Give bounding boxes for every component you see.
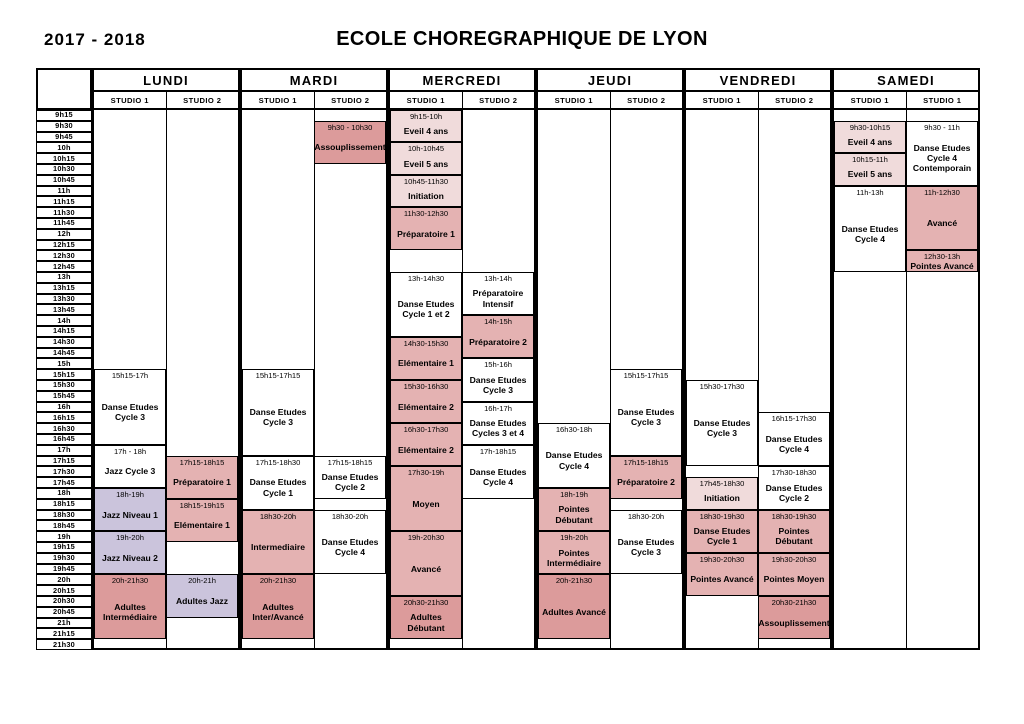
class-time: 10h-10h45 [407,144,445,154]
day-header: SAMEDI [834,70,978,92]
class-block [94,369,166,445]
class-block [538,488,610,531]
time-label: 12h [36,229,92,240]
day-header: MERCREDI [390,70,534,92]
class-block [834,121,906,153]
class-time: 20h-21h [188,576,216,586]
time-label: 15h15 [36,369,92,380]
class-block [390,596,462,639]
studio-header: STUDIO 1 [686,92,759,108]
class-name: Jazz Niveau 1 [102,509,158,520]
class-time: 17h15-18h15 [327,457,373,467]
class-block [314,456,386,499]
class-name: Elémentaire 2 [398,401,454,412]
class-time: 9h30 - 11h [924,122,960,132]
class-name: Jazz Niveau 2 [102,552,158,563]
day-header: VENDREDI [686,70,830,92]
class-name: Eveil 5 ans [403,158,449,169]
class-name: Adultes Intermédiaire [103,601,157,622]
time-column-header [36,68,92,110]
class-time: 11h30-12h30 [403,209,449,219]
class-time: 13h-14h [484,274,512,283]
class-time: 17h30-18h30 [771,468,817,478]
class-name: Adultes Inter/Avancé [252,601,304,622]
studio-header: STUDIO 1 [538,92,611,108]
class-name: Pointes Moyen [763,574,825,585]
class-name: Danse Etudes Cycle 3 [101,401,159,422]
time-label: 12h30 [36,250,92,261]
time-label: 15h [36,358,92,369]
time-label: 21h [36,618,92,629]
studio-column [686,110,759,648]
class-name: Pointes Débutant [555,504,593,525]
class-time: 15h-16h [484,360,512,370]
class-block [390,110,462,142]
studio-header: STUDIO 2 [183,95,222,105]
class-block [834,153,906,185]
class-block [906,121,978,186]
class-time: 19h30-20h30 [771,554,817,564]
studio-column [538,110,611,648]
class-block [758,553,830,596]
time-label: 17h15 [36,456,92,467]
class-block [166,456,238,499]
time-label: 12h45 [36,261,92,272]
time-label: 15h30 [36,380,92,391]
time-label: 16h [36,402,92,413]
studio-column [610,110,682,648]
class-time: 18h15-19h15 [179,500,225,510]
time-label: 15h45 [36,391,92,402]
class-time: 9h30 - 10h30 [327,122,373,132]
time-label: 18h45 [36,520,92,531]
class-time: 18h-19h [116,490,144,499]
time-label: 21h30 [36,639,92,650]
day-grid [242,110,386,648]
time-label: 19h [36,531,92,542]
time-label: 12h15 [36,240,92,251]
class-time: 19h30-20h30 [699,554,745,564]
time-label: 11h45 [36,218,92,229]
class-block [94,531,166,574]
class-time: 18h30-19h30 [771,511,817,521]
class-name: Danse Etudes Cycle 3 [693,418,751,439]
class-time: 9h30-10h15 [849,122,891,132]
class-name: Pointes Débutant [775,526,813,547]
day-grid [686,110,830,648]
class-block [462,272,534,315]
time-label: 11h15 [36,196,92,207]
class-time: 20h-21h30 [555,576,593,586]
time-label: 19h30 [36,553,92,564]
class-block [166,499,238,542]
day-grid [834,110,978,648]
class-block [390,466,462,531]
studio-column [834,110,907,648]
class-block [462,358,534,401]
time-label: 16h15 [36,412,92,423]
class-block [390,272,462,337]
studio-column [462,110,534,648]
studio-column [758,110,830,648]
class-time: 12h30-13h [923,252,961,262]
class-name: Danse Etudes Cycle 1 [693,526,751,547]
studio-header: STUDIO 2 [479,95,518,105]
class-time: 11h-12h30 [924,187,960,197]
class-block [686,477,758,509]
class-time: 11h-13h [856,187,884,197]
time-label: 9h15 [36,110,92,121]
class-name: Pointes Avancé [910,261,974,272]
day-column-jeudi [536,68,684,650]
day-column-mardi [240,68,388,650]
studio-header: STUDIO 1 [94,92,167,108]
class-name: Eveil 5 ans [847,169,893,180]
class-name: Initiation [408,190,444,201]
class-name: Adultes Jazz [175,595,229,606]
class-block [686,380,758,466]
class-block [758,412,830,466]
class-block [686,510,758,553]
class-name: Danse Etudes Cycle 3 [249,407,307,428]
class-time: 16h30-18h [555,425,593,435]
class-name: Préparatoire 2 [617,477,675,488]
class-name: Initiation [704,493,740,504]
class-block [242,574,314,639]
class-name: Préparatoire 1 [397,228,455,239]
class-time: 15h15-17h15 [623,371,669,381]
class-block [94,445,166,488]
class-time: 17h15-18h15 [623,457,669,467]
class-name: Danse Etudes Cycle 3 [469,374,527,395]
studio-header: STUDIO 1 [390,92,463,108]
time-label: 17h45 [36,477,92,488]
day-header: MARDI [242,70,386,92]
class-time: 14h-15h [484,317,512,327]
studio-header-row [242,92,386,110]
class-time: 20h-21h30 [259,576,297,586]
class-block [94,488,166,531]
time-label: 10h30 [36,164,92,175]
studio-column [242,110,315,648]
class-time: 19h-20h [116,533,144,543]
time-label: 20h45 [36,607,92,618]
class-time: 14h30-15h30 [403,338,449,348]
class-block [538,423,610,488]
timetable [36,68,980,650]
time-label: 18h [36,488,92,499]
class-time: 10h15-11h [852,155,888,165]
class-time: 13h-14h30 [407,274,445,283]
class-time: 16h15-17h30 [771,414,817,424]
time-label: 11h30 [36,207,92,218]
class-name: Préparatoire Intensif [472,288,524,309]
class-name: Danse Etudes Cycle 1 et 2 [397,299,455,320]
school-year-label: 2017 - 2018 [44,30,146,49]
class-name: Danse Etudes Cycle 3 [617,536,675,557]
class-name: Elémentaire 1 [174,520,230,531]
class-time: 10h45-11h30 [403,176,449,186]
time-label: 21h15 [36,628,92,639]
class-time: 18h30-20h [259,511,297,521]
class-block [462,445,534,499]
class-block [462,315,534,358]
class-time: 15h30-16h30 [403,382,449,391]
class-name: Moyen [412,498,440,509]
time-label: 13h30 [36,294,92,305]
class-block [610,510,682,575]
class-time: 16h30-17h30 [403,425,449,435]
class-block [314,510,386,575]
page-title: ECOLE CHOREGRAPHIQUE DE LYON [336,28,708,50]
class-name: Assouplissement [758,617,830,628]
class-time: 17h45-18h30 [699,479,745,489]
class-time: 20h30-21h30 [403,598,449,607]
class-name: Danse Etudes Cycle 4 [321,536,379,557]
class-time: 18h30-20h [331,511,369,521]
class-time: 18h30-20h [627,511,665,521]
time-label: 11h [36,186,92,197]
time-label: 14h15 [36,326,92,337]
time-label: 19h45 [36,564,92,575]
class-block [834,186,906,272]
class-time: 19h-20h30 [407,533,445,543]
class-block [610,456,682,499]
time-label: 10h15 [36,153,92,164]
class-time: 18h-19h [560,490,588,499]
class-name: Préparatoire 1 [173,477,231,488]
studio-header: STUDIO 2 [775,95,814,105]
class-name: Danse Etudes Cycle 2 [765,482,823,503]
class-block [758,510,830,553]
time-label: 19h15 [36,542,92,553]
studio-header: STUDIO 2 [331,95,370,105]
class-block [242,510,314,575]
class-name: Adultes Débutant [407,612,445,633]
class-block [610,369,682,455]
time-label: 10h45 [36,175,92,186]
time-label: 13h15 [36,283,92,294]
class-name: Danse Etudes Cycle 3 [617,407,675,428]
time-label: 17h30 [36,466,92,477]
class-name: Avancé [410,563,442,574]
class-name: Danse Etudes Cycle 4 [469,466,527,487]
class-name: Avancé [926,217,958,228]
class-name: Danse Etudes Cycle 2 [321,472,379,493]
class-block [242,369,314,455]
class-time: 15h30-17h30 [699,382,745,391]
class-block [314,121,386,164]
class-block [758,466,830,509]
class-name: Adultes Avancé [542,606,606,617]
class-time: 17h30-19h [407,468,445,478]
studio-column [94,110,167,648]
class-name: Pointes Avancé [690,574,754,585]
class-name: Elémentaire 2 [398,444,454,455]
class-name: Danse Etudes Cycle 4 [841,223,899,244]
class-time: 17h - 18h [113,446,147,456]
studio-column [314,110,386,648]
studio-header-row [686,92,830,110]
class-block [390,207,462,250]
studio-header: STUDIO 1 [242,92,315,108]
day-grid [94,110,238,648]
class-block [390,142,462,174]
class-name: Danse Etudes Cycle 4 Contemporain [912,142,972,174]
time-label: 17h [36,445,92,456]
studio-column [906,110,978,648]
day-header: LUNDI [94,70,238,92]
time-label: 18h15 [36,499,92,510]
class-block [390,175,462,207]
class-name: Intermediaire [251,541,305,552]
class-name: Danse Etudes Cycles 3 et 4 [469,418,527,439]
day-grid [390,110,534,648]
class-block [390,531,462,596]
studio-header-row [538,92,682,110]
studio-header-row [834,92,978,110]
class-name: Préparatoire 2 [469,336,527,347]
class-time: 9h15-10h [409,112,443,121]
class-time: 16h-17h [484,403,512,413]
time-label: 14h45 [36,348,92,359]
time-label: 13h [36,272,92,283]
class-block [906,186,978,251]
studio-header: STUDIO 1 [834,92,907,108]
class-name: Jazz Cycle 3 [104,466,156,477]
class-time: 15h15-17h [111,371,149,381]
time-label: 20h15 [36,585,92,596]
day-column-mercredi [388,68,536,650]
class-time: 19h-20h [560,533,588,543]
studio-header-row [390,92,534,110]
class-time: 18h30-19h30 [699,511,745,521]
class-time: 20h-21h30 [111,576,149,586]
studio-column [166,110,238,648]
time-label: 10h [36,142,92,153]
class-name: Danse Etudes Cycle 1 [249,477,307,498]
class-block [758,596,830,639]
class-block [686,553,758,596]
class-block [462,402,534,445]
time-label: 20h30 [36,596,92,607]
class-name: Danse Etudes Cycle 4 [545,450,603,471]
class-block [538,574,610,639]
day-grid [538,110,682,648]
class-block [390,337,462,380]
class-name: Pointes Intermédiaire [547,547,601,568]
time-label: 16h45 [36,434,92,445]
studio-header: STUDIO 2 [627,95,666,105]
studio-column [390,110,463,648]
day-header: JEUDI [538,70,682,92]
class-name: Elémentaire 1 [398,358,454,369]
studio-header: STUDIO 1 [923,95,962,105]
class-block [390,380,462,423]
time-label: 14h30 [36,337,92,348]
class-block [538,531,610,574]
class-time: 17h15-18h15 [179,457,225,467]
class-block [166,574,238,617]
class-block [390,423,462,466]
day-column-samedi [832,68,980,650]
time-label: 18h30 [36,510,92,521]
day-column-vendredi [684,68,832,650]
class-name: Danse Etudes Cycle 4 [765,434,823,455]
time-label: 14h [36,315,92,326]
class-name: Eveil 4 ans [403,126,449,137]
class-block [906,250,978,272]
time-label: 13h45 [36,304,92,315]
class-block [242,456,314,510]
time-label: 20h [36,574,92,585]
time-label: 9h45 [36,132,92,143]
class-block [94,574,166,639]
day-column-lundi [92,68,240,650]
time-label: 16h30 [36,423,92,434]
studio-header-row [94,92,238,110]
class-name: Eveil 4 ans [847,136,893,147]
class-time: 20h30-21h30 [771,598,817,607]
class-time: 17h-18h15 [479,446,517,456]
class-name: Assouplissement [314,142,386,153]
time-label: 9h30 [36,121,92,132]
class-time: 15h15-17h15 [255,371,301,381]
class-time: 17h15-18h30 [255,457,301,467]
